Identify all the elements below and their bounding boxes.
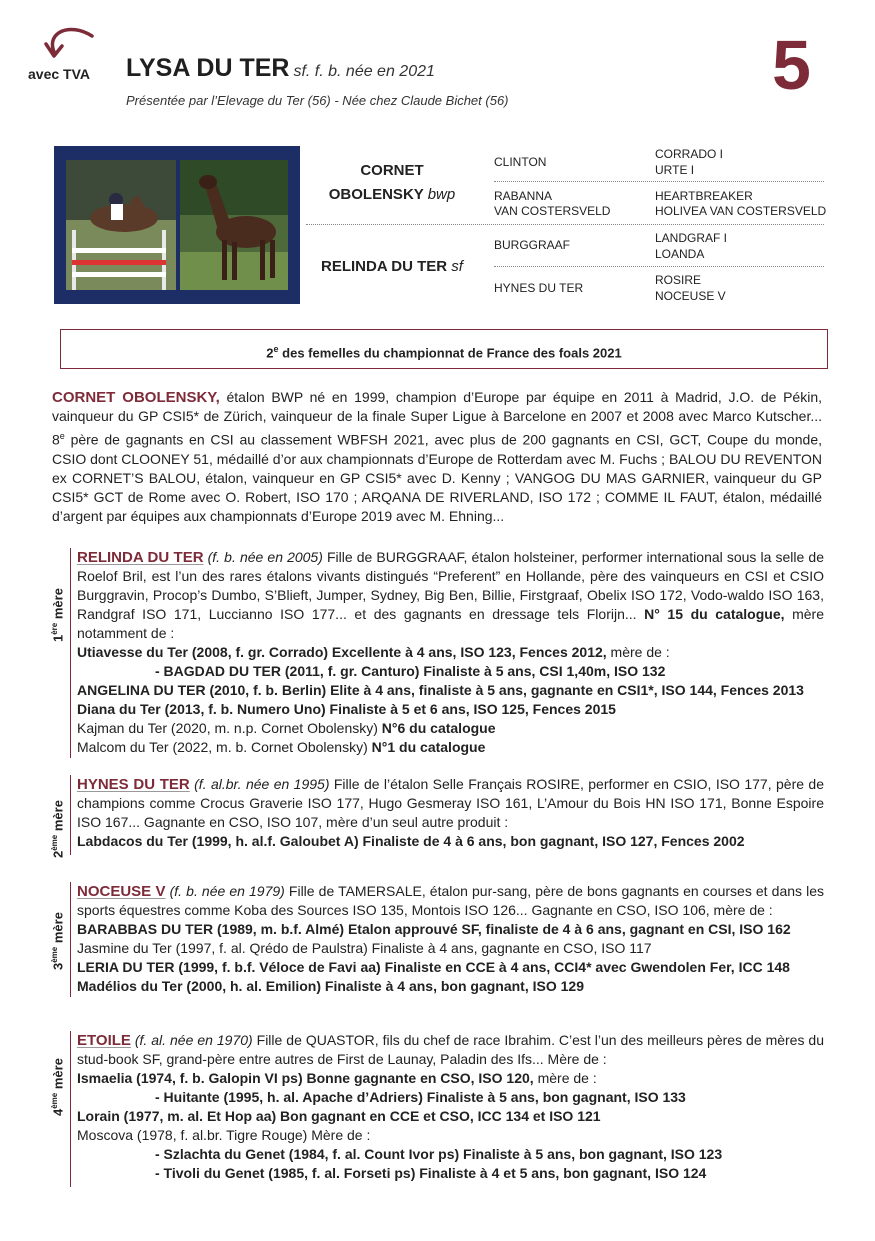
- presented-by: Présentée par l’Elevage du Ter (56) - Née chez Claude Bichet (56): [126, 93, 509, 108]
- dam3-produce-3-bold: LERIA DU TER (1999, f. b.f. Véloce de Favi aa) Finaliste en CCE à 4 ans, CCI4* avec Gwendolen Fer, ICC 148: [77, 959, 790, 975]
- curved-arrow-icon: [40, 22, 100, 66]
- dam4-produce-6: [77, 1164, 824, 1183]
- horse-title: [126, 54, 435, 83]
- dam4-produce-6-bold: - Tivoli du Genet (1985, f. al. Forseti ps) Finaliste à 4 et 5 ans, bon gagnant, ISO 124: [155, 1165, 707, 1181]
- standing-photo: [180, 160, 288, 290]
- dam3-section: [70, 882, 824, 997]
- dam4-label-word: mère: [50, 1058, 66, 1093]
- sire-description-sup: e: [59, 430, 65, 441]
- dam4-info: (f. al. née en 1970): [130, 1032, 253, 1048]
- ggp-3-line1: LANDGRAF I: [655, 231, 728, 245]
- award-rank: 2: [266, 345, 274, 361]
- grandsire-2: BURGGRAAF: [494, 238, 571, 252]
- dam1-produce-5-text: Kajman du Ter (2020, m. n.p. Cornet Obolensky): [77, 720, 382, 736]
- dam1-text-end: mère notamment de :: [77, 606, 824, 641]
- dam2-label-num: 2: [50, 850, 66, 858]
- horse-name: LYSA DU TER: [126, 54, 290, 82]
- dam4-label-num: 4: [50, 1108, 66, 1116]
- dam1-produce-4: [77, 700, 824, 719]
- dam2-section: [70, 775, 824, 855]
- dam4-name: ETOILE: [77, 1032, 131, 1049]
- dam1-name: RELINDA DU TER: [77, 549, 204, 566]
- dam1-label: [50, 588, 65, 642]
- dam-name-text: RELINDA DU TER: [321, 258, 448, 275]
- dam-name: [306, 258, 478, 275]
- sire-name-line2: OBOLENSKY: [328, 186, 424, 203]
- tva-label: avec TVA: [28, 66, 90, 82]
- dam1-produce-3-bold: ANGELINA DU TER (2010, f. b. Berlin) Elite à 4 ans, finaliste à 5 ans, gagnante en CSI1*, ISO 144, Fences 2013: [77, 682, 804, 698]
- dam3-produce-1-bold: BARABBAS DU TER (1989, m. b.f. Almé) Etalon approuvé SF, finaliste de 4 à 6 ans, gagnant en CSI, ISO 162: [77, 921, 791, 937]
- dam2-label-sup: ème: [50, 834, 59, 851]
- ggp-1-line1: CORRADO I: [655, 147, 724, 161]
- granddam-2: HYNES DU TER: [494, 281, 584, 295]
- dam2-label-word: mère: [50, 800, 66, 835]
- dam3-info: (f. b. née en 1979): [165, 883, 285, 899]
- dam4-produce-4: [77, 1126, 824, 1145]
- dam1-produce-3: [77, 681, 824, 700]
- dam2-produce-1: [77, 832, 824, 851]
- award-banner: [60, 329, 828, 369]
- dam3-label-sup: ème: [50, 946, 59, 963]
- dam1-produce-6-text: Malcom du Ter (2022, m. b. Cornet Obolensky): [77, 739, 372, 755]
- dam1-info: (f. b. née en 2005): [203, 549, 323, 565]
- dam1-text: Fille de BURGGRAAF, étalon holsteiner, performer international sous la selle de Roelof Bril, est l’un des rares étalons vivants distingués “Preferent” en Hollande, père des vainqueurs en CSI et CSIO Burggravin, Procop’s Dumbo, S’Blieft, Jumper, Sydney, Big Ben, Billie, Firstgraaf, Obelix ISO 172, Vodo-waldo ISO 163, Randgraf ISO 171, Luccianno ISO 177... et des gagnants en dressage tels Florijn...: [77, 549, 824, 622]
- dam4-section: [70, 1031, 824, 1187]
- dam1-produce-4-bold: Diana du Ter (2013, f. b. Numero Uno) Finaliste à 5 et 6 ans, ISO 125, Fences 2015: [77, 701, 616, 717]
- dam4-label: [50, 1058, 65, 1116]
- dam4-produce-1-end: mère de :: [533, 1070, 597, 1086]
- sire-name-line1: CORNET: [360, 162, 424, 179]
- dam3-label: [50, 912, 65, 970]
- ggp-4-line2: NOCEUSE V: [655, 289, 726, 303]
- dam2-info: (f. al.br. née en 1995): [189, 776, 330, 792]
- dam1-produce-5-bold: N°6 du catalogue: [381, 720, 496, 736]
- dam2-label: [50, 800, 65, 858]
- dam2-produce-1-bold: Labdacos du Ter (1999, h. al.f. Galoubet A) Finaliste de 4 à 6 ans, bon gagnant, ISO 127, Fences 2002: [77, 833, 745, 849]
- jumping-photo: [66, 160, 176, 290]
- ggp-2-line1: HEARTBREAKER: [655, 189, 753, 203]
- dam1-produce-2-bold: - BAGDAD DU TER (2011, f. gr. Canturo) Finaliste à 5 ans, CSI 1,40m, ISO 132: [155, 663, 666, 679]
- dam3-produce-4: [77, 977, 824, 996]
- pedigree-divider-2: [494, 266, 824, 267]
- dam4-produce-5: [77, 1145, 824, 1164]
- pedigree-divider-main: [306, 224, 824, 225]
- ggp-3-line2: LOANDA: [655, 247, 705, 261]
- dam1-intro: [77, 548, 824, 643]
- granddam-1-line1: RABANNA: [494, 189, 553, 203]
- dam1-label-word: mère: [50, 588, 66, 623]
- dam1-produce-6: [77, 738, 824, 757]
- lot-number: 5: [772, 26, 811, 104]
- dam4-produce-2: [77, 1088, 824, 1107]
- dam4-produce-3: [77, 1107, 824, 1126]
- award-rank-sup: e: [273, 344, 279, 354]
- dam3-produce-2-text: Jasmine du Ter (1997, f. al. Qrédo de Paulstra) Finaliste à 4 ans, gagnante en CSO, ISO 117: [77, 940, 652, 956]
- dam1-produce-2: [77, 662, 824, 681]
- sire-name: [306, 186, 478, 203]
- sire-description-text-2: père de gagnants en CSI au classement WBFSH 2021, avec plus de 200 gagnants en CSI, GCT, Coupe du monde, CSIO dont CLOONEY 51, médaillé d’or aux championnats d’Europe de Rotterdam avec M. Fuchs ; BALOU DU REVENTON ex CORNET’S BALOU, étalon, vainqueur en GP CSI5* avec D. Kenny ; VANGOG DU MAS GARNIER, vainqueur du GP CSI5* GCT de Rome avec O. Robert, ISO 170 ; ARQANA DE RIVERLAND, ISO 172 ; COMME IL FAUT, étalon, médaillé d’argent par équipes aux championnats d’Europe 2019 avec M. Ehning...: [52, 431, 822, 525]
- dam3-intro: [77, 882, 824, 920]
- dam1-label-sup: ère: [50, 622, 59, 635]
- dam1-produce-1-end: mère de :: [606, 644, 670, 660]
- dam1-produce-5: [77, 719, 824, 738]
- dam1-produce-6-bold: N°1 du catalogue: [371, 739, 486, 755]
- dam3-text: Fille de TAMERSALE, étalon pur-sang, père de bons gagnants en courses et dans les sports équestres comme Koba des Sources ISO 135, Montois ISO 126... Gagnante en CSO, ISO 106, mère de :: [77, 883, 824, 918]
- dam4-produce-1: [77, 1069, 824, 1088]
- dam3-label-word: mère: [50, 912, 66, 947]
- ggp-4-line1: ROSIRE: [655, 273, 702, 287]
- dam4-produce-4-text: Moscova (1978, f. al.br. Tigre Rouge) Mère de :: [77, 1127, 371, 1143]
- dam1-catalogue: N° 15 du catalogue,: [644, 606, 785, 622]
- dam4-intro: [77, 1031, 824, 1069]
- dam4-produce-2-bold: - Huitante (1995, h. al. Apache d’Adriers) Finaliste à 5 ans, bon gagnant, ISO 133: [155, 1089, 686, 1105]
- dam4-produce-5-bold: - Szlachta du Genet (1984, f. al. Count Ivor ps) Finaliste à 5 ans, bon gagnant, ISO 123: [155, 1146, 723, 1162]
- sire-description: [52, 388, 822, 527]
- grandsire-1: CLINTON: [494, 155, 547, 169]
- dam3-produce-2: [77, 939, 824, 958]
- dam3-name: NOCEUSE V: [77, 883, 166, 900]
- dam4-label-sup: ème: [50, 1092, 59, 1109]
- dam4-text: Fille de QUASTOR, fils du chef de race Ibrahim. C’est l’un des meilleurs pères de mères du stud-book SF, grand-père entre autres de First de Launay, Paladin des Ifs... Mère de :: [77, 1032, 824, 1067]
- sire-description-name: CORNET OBOLENSKY,: [52, 389, 220, 406]
- horse-info: sf. f. b. née en 2021: [293, 63, 435, 80]
- dam2-text: Fille de l’étalon Selle Français ROSIRE, performer en CSIO, ISO 177, père de champions comme Crocus Graverie ISO 177, Hugo Gesmeray ISO 161, L’Amour du Bois HN ISO 171, Bonne Espoire ISO 167... Gagnante en CSO, ISO 107, mère d’un seul autre produit :: [77, 776, 824, 830]
- dam1-produce-1: [77, 643, 824, 662]
- dam2-intro: [77, 775, 824, 832]
- dam2-name: HYNES DU TER: [77, 776, 190, 793]
- dam1-section: [70, 548, 824, 758]
- dam1-label-num: 1: [50, 634, 66, 642]
- dam-studbook: sf: [451, 258, 463, 275]
- dam3-produce-1: [77, 920, 824, 939]
- dam3-produce-4-bold: Madélios du Ter (2000, h. al. Emilion) Finaliste à 4 ans, bon gagnant, ISO 129: [77, 978, 584, 994]
- dam3-produce-3: [77, 958, 824, 977]
- granddam-1-line2: VAN COSTERSVELD: [494, 204, 611, 218]
- dam1-produce-1-bold: Utiavesse du Ter (2008, f. gr. Corrado) Excellente à 4 ans, ISO 123, Fences 2012,: [77, 644, 607, 660]
- dam3-label-num: 3: [50, 962, 66, 970]
- dam4-produce-1-bold: Ismaelia (1974, f. b. Galopin VI ps) Bonne gagnante en CSO, ISO 120,: [77, 1070, 534, 1086]
- ggp-1-line2: URTE I: [655, 163, 695, 177]
- award-text: des femelles du championnat de France des foals 2021: [278, 345, 622, 361]
- pedigree-divider-1: [494, 181, 824, 182]
- sire-studbook: bwp: [427, 186, 456, 203]
- photo-frame: [54, 146, 300, 304]
- sire-description-text-1: étalon BWP né en 1999, champion d’Europe par équipe en 2011 à Madrid, J.O. de Pékin, vainqueur du GP CSI5* de Zürich, vainqueur de la finale Super Ligue à Barcelone en 2007 et 2008 avec Marco Kutscher... 8: [52, 389, 823, 448]
- ggp-2-line2: HOLIVEA VAN COSTERSVELD: [655, 204, 827, 218]
- dam4-produce-3-bold: Lorain (1977, m. al. Et Hop aa) Bon gagnant en CCE et CSO, ICC 134 et ISO 121: [77, 1108, 601, 1124]
